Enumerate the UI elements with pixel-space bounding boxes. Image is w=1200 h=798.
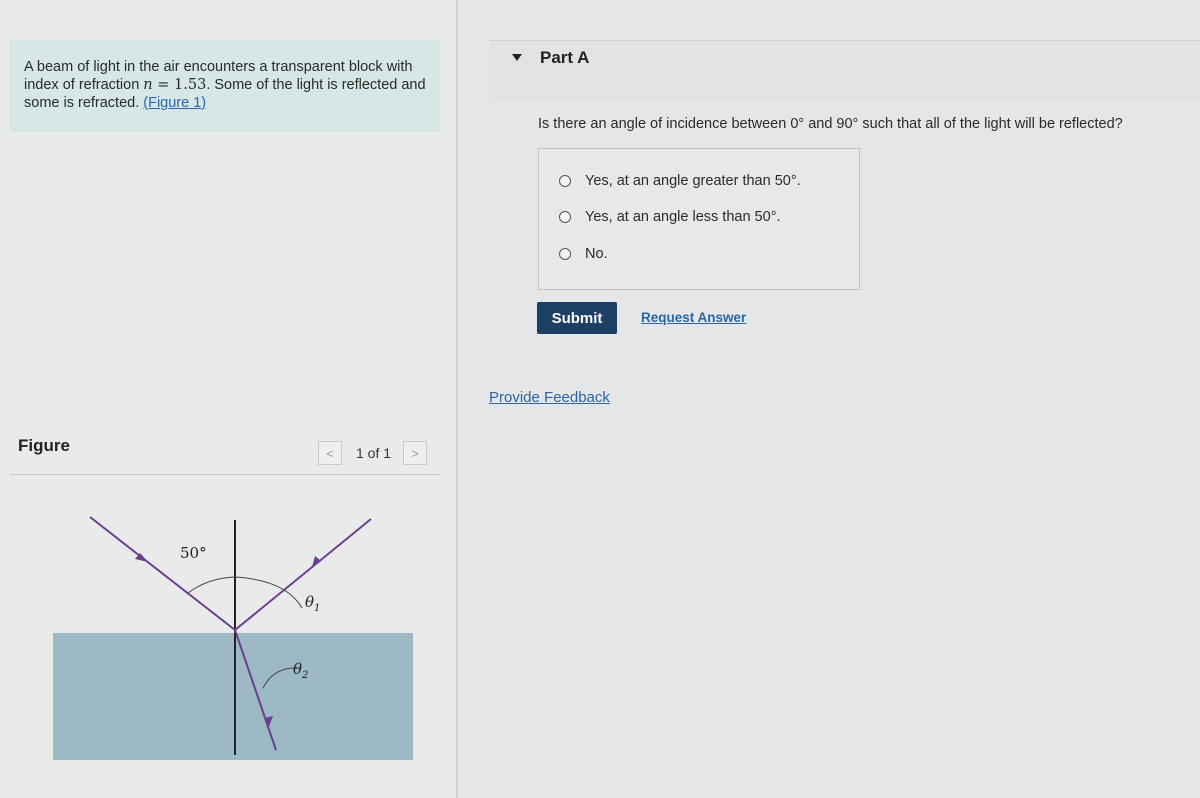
provide-feedback-link[interactable]: Provide Feedback [489,389,610,406]
pager-count: 1 of 1 [356,445,392,461]
option-less-than-50[interactable] [559,209,781,225]
chevron-left-icon: < [326,445,334,461]
request-answer-link[interactable]: Request Answer [641,310,747,325]
index-symbol: n [143,77,153,93]
theta1-symbol: θ [305,593,315,611]
figure-pager [318,441,427,465]
caret-down-icon[interactable] [512,54,522,61]
transparent-block [53,633,413,760]
figure-link[interactable]: (Figure 1) [143,95,207,111]
equals-sign: = [152,77,175,93]
theta1-subscript: 1 [314,603,321,614]
incident-ray [90,517,235,630]
submit-button[interactable]: Submit [537,302,617,334]
radio-button[interactable] [559,211,571,223]
option-label: Yes, at an angle less than 50°. [585,209,781,225]
problem-text-before: A beam of light in the air encounters a transparent block with index of refraction [24,59,413,93]
panel-divider [456,0,458,798]
question-text: Is there an angle of incidence between 0° and 90° such that all of the light will be reflected? [538,116,1123,132]
part-a-title[interactable]: Part A [540,48,590,67]
theta2-subscript: 2 [302,670,309,681]
radio-button[interactable] [559,175,571,187]
option-label: Yes, at an angle greater than 50°. [585,173,801,189]
figure-divider [10,474,440,475]
theta1-label [305,593,320,614]
part-a-header[interactable] [490,40,1200,99]
option-no[interactable] [559,246,608,262]
figure-heading: Figure [18,436,70,455]
reflected-ray [235,519,371,630]
theta2-symbol: θ [293,660,303,678]
next-figure-button[interactable] [403,441,427,465]
problem-text-after: . Some of the light is reflected and some is refracted. [24,77,426,111]
reflected-arrow-icon [312,556,321,567]
incidence-angle-arc [188,577,235,593]
refraction-diagram [40,500,430,770]
option-greater-than-50[interactable] [559,173,801,189]
chevron-right-icon: > [411,445,419,461]
radio-button[interactable] [559,248,571,260]
problem-statement [24,58,434,112]
option-label: No. [585,246,608,262]
previous-figure-button[interactable] [318,441,342,465]
incidence-angle-label: 50° [180,544,207,562]
answer-options [538,148,860,290]
index-value: 1.53 [174,77,207,93]
